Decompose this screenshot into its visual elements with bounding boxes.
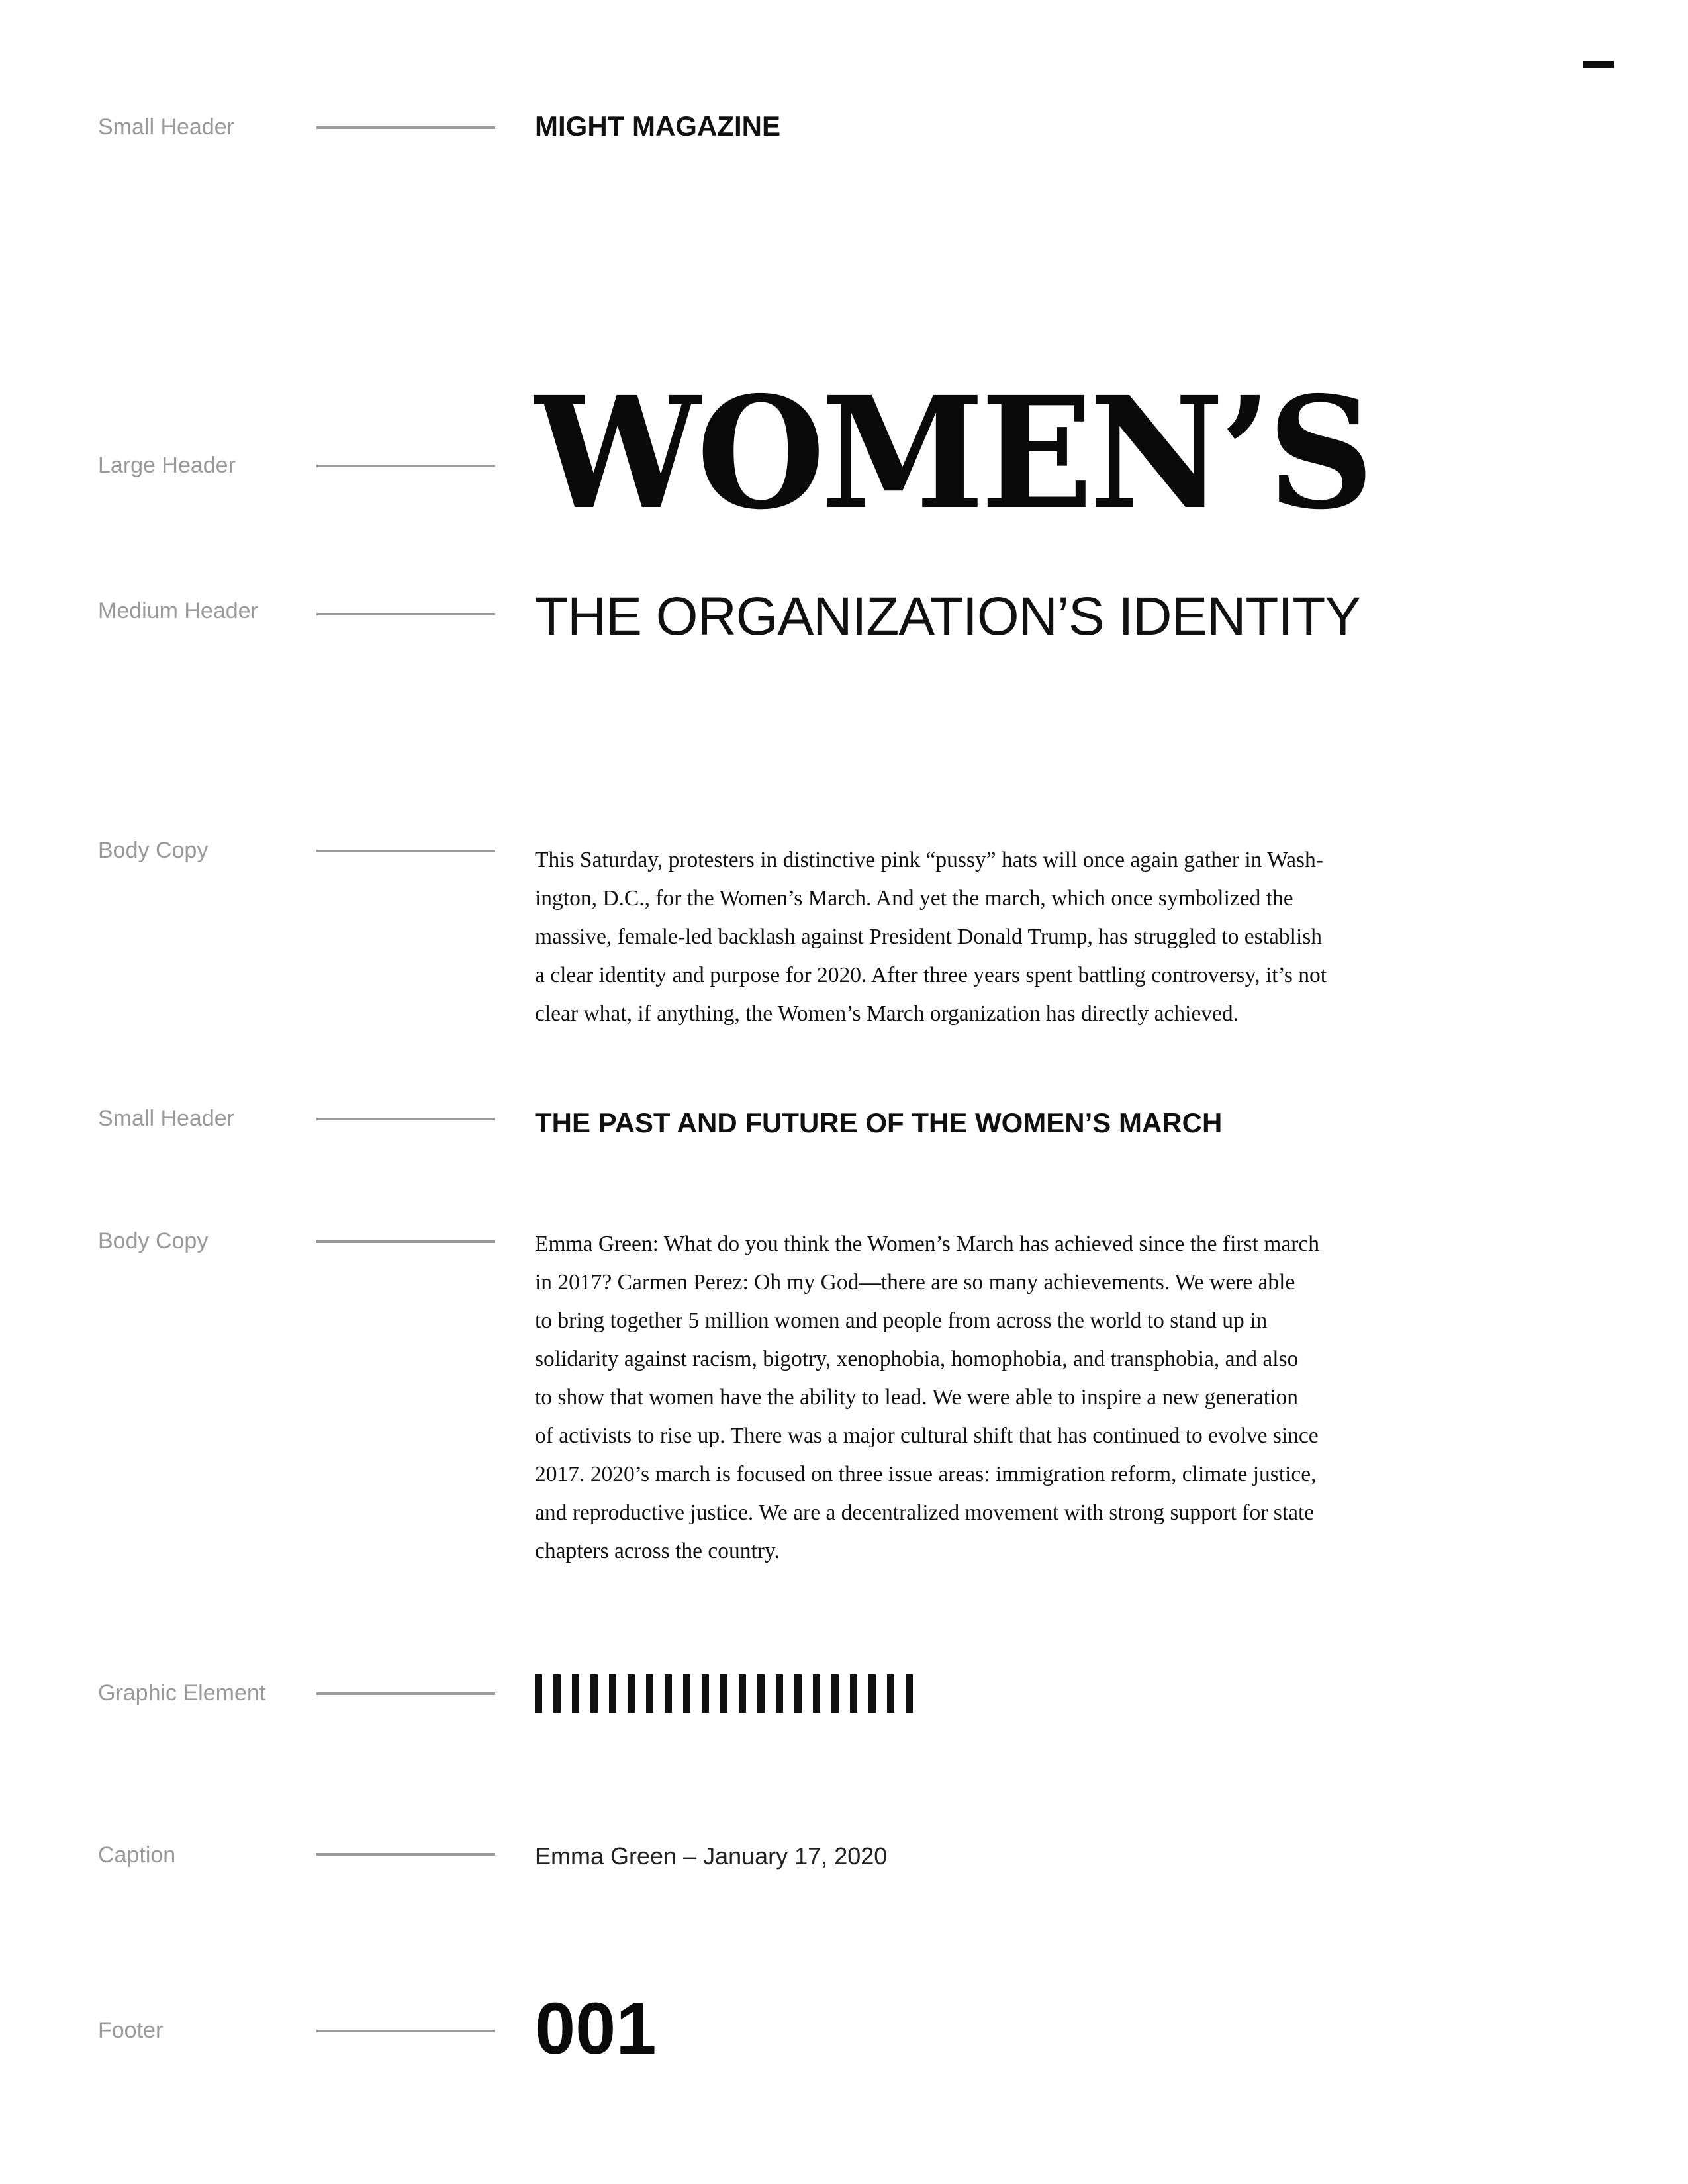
caption-text: Emma Green – January 17, 2020 bbox=[535, 1843, 888, 1870]
graphic-bar bbox=[628, 1674, 635, 1713]
label-rule bbox=[316, 2030, 495, 2032]
graphic-bar bbox=[868, 1674, 876, 1713]
graphic-bar bbox=[665, 1674, 672, 1713]
graphic-bar bbox=[887, 1674, 894, 1713]
graphic-bar bbox=[850, 1674, 857, 1713]
label-body-copy: Body Copy bbox=[98, 838, 209, 863]
corner-mark bbox=[1583, 61, 1614, 68]
masthead-title: MIGHT MAGAZINE bbox=[535, 111, 780, 142]
page-number: 001 bbox=[535, 1988, 657, 2070]
graphic-bar bbox=[720, 1674, 727, 1713]
graphic-bar bbox=[702, 1674, 709, 1713]
graphic-bar bbox=[776, 1674, 783, 1713]
label-caption: Caption bbox=[98, 1843, 176, 1868]
graphic-bar bbox=[590, 1674, 598, 1713]
label-large-header: Large Header bbox=[98, 453, 236, 478]
graphic-bar bbox=[739, 1674, 746, 1713]
graphic-bar bbox=[794, 1674, 802, 1713]
label-footer: Footer bbox=[98, 2018, 164, 2043]
medium-header-title: THE ORGANIZATION’S IDENTITY bbox=[535, 586, 1361, 647]
graphic-bar bbox=[572, 1674, 579, 1713]
graphic-bar bbox=[553, 1674, 561, 1713]
graphic-bar bbox=[813, 1674, 820, 1713]
label-rule bbox=[316, 613, 495, 615]
label-body-copy: Body Copy bbox=[98, 1228, 209, 1253]
label-rule bbox=[316, 1692, 495, 1695]
label-rule bbox=[316, 126, 495, 129]
graphic-bar bbox=[906, 1674, 913, 1713]
label-small-header: Small Header bbox=[98, 1106, 234, 1131]
graphic-bar bbox=[831, 1674, 839, 1713]
graphic-bar bbox=[646, 1674, 653, 1713]
label-medium-header: Medium Header bbox=[98, 598, 258, 623]
body-copy-paragraph: This Saturday, protesters in distinctive pink “pussy” hats will once again gather in Wash- ington, D.C., for the Women’s March. And yet the march, which once symbolized the massive, female-led backlash against President Donald Trump, has struggled to establish a clear identity and purpose for 2020. After three years spent battling controversy, it’s not clear what, if anything, the Women’s March organization has directly achieved. bbox=[535, 848, 1327, 1026]
label-rule bbox=[316, 465, 495, 467]
label-graphic-element: Graphic Element bbox=[98, 1680, 266, 1706]
label-rule bbox=[316, 1118, 495, 1120]
label-small-header: Small Header bbox=[98, 114, 234, 140]
label-rule bbox=[316, 1240, 495, 1243]
label-rule bbox=[316, 850, 495, 852]
graphic-bar bbox=[683, 1674, 690, 1713]
large-header-title: WOMEN’S bbox=[535, 363, 1371, 543]
graphic-bar-element bbox=[535, 1674, 913, 1713]
section-header: THE PAST AND FUTURE OF THE WOMEN’S MARCH bbox=[535, 1107, 1223, 1138]
graphic-bar bbox=[757, 1674, 765, 1713]
graphic-bar bbox=[535, 1674, 542, 1713]
label-rule bbox=[316, 1853, 495, 1856]
graphic-bar bbox=[609, 1674, 616, 1713]
interview-paragraph: Emma Green: What do you think the Women’s March has achieved since the first march in 2017? Carmen Perez: Oh my God—there are so many achievements. We were able to bring together 5 million women and people from across the world to stand up in solidarity against racism, bigotry, xenophobia, homophobia, and transphobia, and also to show that women have the ability to lead. We were able to inspire a new generation of activists to rise up. There was a major cultural shift that has continued to evolve since 2017. 2020’s march is focused on three issue areas: immigration reform, climate justice, and reproductive justice. We are a decentralized movement with strong support for state chapters across the country. bbox=[535, 1232, 1319, 1563]
